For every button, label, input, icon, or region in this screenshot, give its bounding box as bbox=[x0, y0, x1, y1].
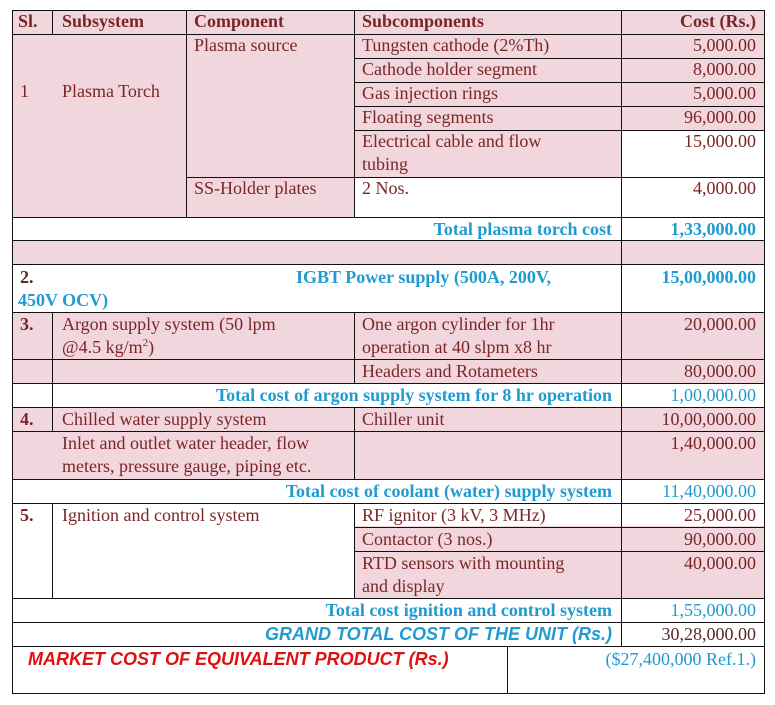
s5-sl: 5. bbox=[20, 505, 34, 525]
s1-sub-5-line2: tubing bbox=[362, 154, 409, 174]
s3-sub-2: Headers and Rotameters bbox=[362, 361, 538, 381]
vline-component bbox=[354, 407, 355, 479]
s4-total-label: Total cost of coolant (water) supply system bbox=[285, 481, 612, 501]
s5-total-label: Total cost ignition and control system bbox=[325, 600, 612, 620]
s5-cost-3: 40,000.00 bbox=[684, 553, 756, 573]
s3-subsystem-sup: 2 bbox=[142, 337, 149, 349]
table-border-left bbox=[12, 10, 13, 694]
s1-cost-2: 8,000.00 bbox=[693, 59, 756, 79]
header-subcomponents: Subcomponents bbox=[362, 11, 485, 31]
s3-subsystem-line2-text: @4.5 kg/m bbox=[62, 337, 143, 357]
s2-label-line1: IGBT Power supply (500A, 200V, bbox=[296, 267, 552, 287]
market-cost-value: ($27,400,000 Ref.1.) bbox=[605, 649, 756, 669]
s2-label-line2: 450V OCV) bbox=[18, 290, 109, 310]
s5-sub-3-line1: RTD sensors with mounting bbox=[362, 553, 565, 573]
hline bbox=[12, 646, 765, 647]
s2-cost: 15,00,000.00 bbox=[661, 267, 756, 287]
s5-total-value: 1,55,000.00 bbox=[670, 600, 756, 620]
s1-subsystem: Plasma Torch bbox=[62, 81, 160, 101]
header-sl: Sl. bbox=[18, 11, 38, 31]
s4-cost-1: 10,00,000.00 bbox=[661, 409, 756, 429]
s1-sub-6: 2 Nos. bbox=[362, 178, 410, 198]
s1-total-value: 1,33,000.00 bbox=[670, 219, 756, 239]
s4-sl: 4. bbox=[20, 409, 34, 429]
s4-sub-2-line1: Inlet and outlet water header, flow bbox=[62, 433, 310, 453]
s4-cost-2: 1,40,000.00 bbox=[670, 433, 756, 453]
s5-cost-2: 90,000.00 bbox=[684, 529, 756, 549]
s3-cost-1: 20,000.00 bbox=[684, 314, 756, 334]
s3-cost-2: 80,000.00 bbox=[684, 361, 756, 381]
s3-subsystem-line2 bbox=[62, 336, 154, 359]
header-subsystem: Subsystem bbox=[62, 11, 145, 31]
s2-sl: 2. bbox=[20, 267, 34, 287]
s1-cost-5: 15,000.00 bbox=[684, 131, 756, 151]
vline-sl bbox=[52, 10, 53, 35]
vline-market bbox=[507, 646, 508, 694]
grand-total-value: 30,28,000.00 bbox=[661, 624, 756, 644]
hline bbox=[12, 264, 765, 265]
table-border-bottom bbox=[12, 693, 765, 694]
s1-component-a: Plasma source bbox=[194, 35, 298, 55]
s1-sub-2: Cathode holder segment bbox=[362, 59, 537, 79]
s1-cost-3: 5,000.00 bbox=[693, 83, 756, 103]
s1-cost-4: 96,000.00 bbox=[684, 107, 756, 127]
vline-sl bbox=[52, 312, 53, 432]
s1-sub-4: Floating segments bbox=[362, 107, 494, 127]
s1-total-label: Total plasma torch cost bbox=[433, 219, 612, 239]
s1-cost-6: 4,000.00 bbox=[693, 178, 756, 198]
s4-sub-1: Chiller unit bbox=[362, 409, 445, 429]
s4-subsystem: Chilled water supply system bbox=[62, 409, 267, 429]
s1-cost-1: 5,000.00 bbox=[693, 35, 756, 55]
s5-sub-3-line2: and display bbox=[362, 576, 445, 596]
s3-sl: 3. bbox=[20, 314, 34, 334]
s1-sub-1: Tungsten cathode (2%Th) bbox=[362, 35, 550, 55]
grand-total-label: GRAND TOTAL COST OF THE UNIT (Rs.) bbox=[265, 624, 612, 644]
vline-subsystem bbox=[186, 10, 187, 218]
s4-sub-2-line2: meters, pressure gauge, piping etc. bbox=[62, 456, 312, 476]
s5-sub-2: Contactor (3 nos.) bbox=[362, 529, 493, 549]
s1-sl: 1 bbox=[20, 81, 29, 101]
market-cost-label: MARKET COST OF EQUIVALENT PRODUCT (Rs.) bbox=[28, 649, 449, 669]
s1-component-b: SS-Holder plates bbox=[194, 178, 317, 198]
vline-component bbox=[354, 503, 355, 599]
s5-cost-1: 25,000.00 bbox=[684, 505, 756, 525]
s3-sub-1-line2: operation at 40 slpm x8 hr bbox=[362, 337, 552, 357]
s3-subsystem-line2-close: ) bbox=[148, 337, 155, 357]
s3-subsystem-line1: Argon supply system (50 lpm bbox=[62, 314, 276, 334]
block-fill-blank-row bbox=[12, 240, 764, 264]
s3-sub-1-line1: One argon cylinder for 1hr bbox=[362, 314, 555, 334]
s3-total-value: 1,00,000.00 bbox=[670, 385, 756, 405]
s5-subsystem: Ignition and control system bbox=[62, 505, 260, 525]
vline-component bbox=[354, 312, 355, 384]
s3-total-label: Total cost of argon supply system for 8 hr operation bbox=[215, 385, 612, 405]
s4-total-value: 11,40,000.00 bbox=[662, 481, 756, 501]
s1-sub-3: Gas injection rings bbox=[362, 83, 498, 103]
vline-component bbox=[354, 10, 355, 218]
s5-sub-1: RF ignitor (3 kV, 3 MHz) bbox=[362, 505, 546, 525]
vline-sl bbox=[52, 503, 53, 599]
table-border-right bbox=[764, 10, 765, 694]
header-cost: Cost (Rs.) bbox=[680, 11, 756, 31]
header-component: Component bbox=[194, 11, 285, 31]
s1-sub-5-line1: Electrical cable and flow bbox=[362, 131, 542, 151]
